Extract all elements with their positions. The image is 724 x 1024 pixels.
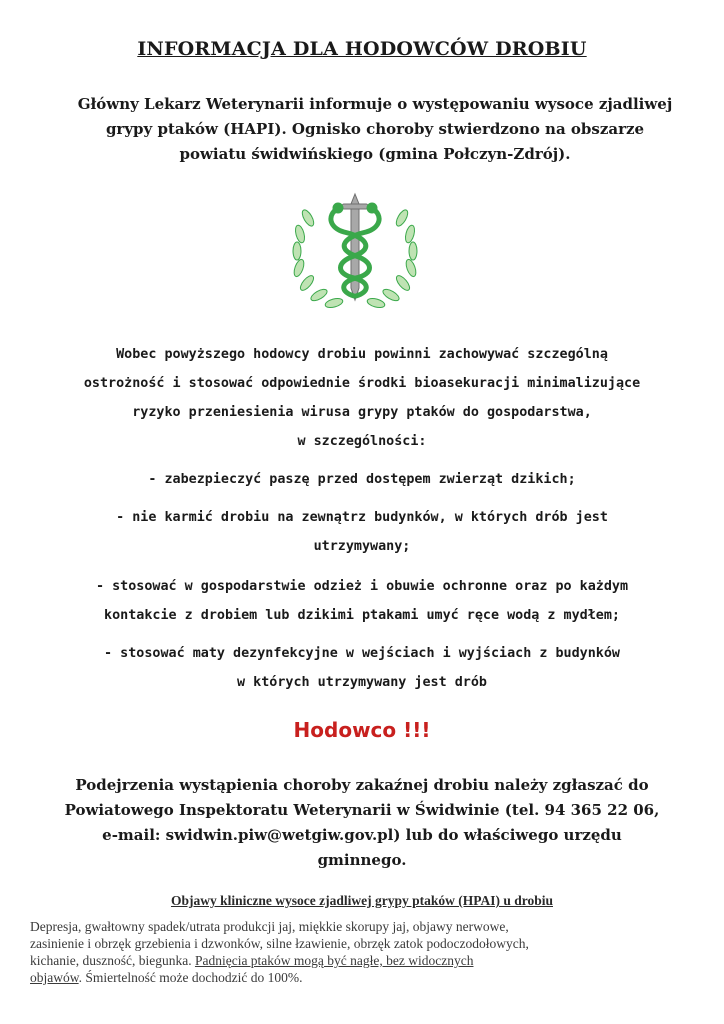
recommendations <box>20 340 704 697</box>
list-item-mats: w których utrzymywany jest drób <box>237 675 487 690</box>
symptoms-emphasis: objawów <box>30 970 79 985</box>
veterinary-emblem-icon <box>286 188 424 314</box>
list-item-feeding: utrzymywany; <box>313 539 411 554</box>
recommendation-line: w szczególności: <box>297 434 427 449</box>
list-item-feeding: - nie karmić drobiu na zewnątrz budynków, w których drób jest <box>116 510 608 525</box>
report-line: Podejrzenia wystąpienia choroby zakaźnej drobiu należy zgłaszać do <box>75 776 649 794</box>
list-item-feed: - zabezpieczyć paszę przed dostępem zwierząt dzikich; <box>148 472 576 487</box>
recommendation-line: Wobec powyższego hodowcy drobiu powinni zachowywać szczególną <box>116 347 608 362</box>
symptoms-text: . Śmiertelność może dochodzić do 100%. <box>78 970 303 985</box>
symptoms-line <box>30 952 674 969</box>
list-item-clothing: kontakcie z drobiem lub dzikimi ptakami umyć ręce wodą z mydłem; <box>104 608 620 623</box>
symptoms-text: kichanie, duszność, biegunka. <box>30 953 195 968</box>
recommendation-line: ostrożność i stosować odpowiednie środki bioasekuracji minimalizujące <box>83 376 641 391</box>
laurel-wreath-left <box>292 208 344 309</box>
intro-line: Główny Lekarz Weterynarii informuje o występowaniu wysoce zjadliwej <box>77 95 673 113</box>
symptoms-emphasis: Padnięcia ptaków mogą być nagłe, bez widocznych <box>194 953 474 968</box>
intro-line: powiatu świdwińskiego (gmina Połczyn-Zdrój). <box>179 145 571 163</box>
report-line: gminnego. <box>317 851 407 869</box>
laurel-wreath-right <box>366 208 418 309</box>
report-line: e-mail: swidwin.piw@wetgiw.gov.pl) lub do właściwego urzędu <box>102 826 622 844</box>
page-title: INFORMACJA DLA HODOWCÓW DROBIU <box>137 38 587 60</box>
symptoms-line: Depresja, gwałtowny spadek/utrata produkcji jaj, miękkie skorupy jaj, objawy nerwowe, <box>30 919 509 934</box>
intro-paragraph <box>50 92 700 167</box>
symptoms-paragraph <box>30 918 674 986</box>
report-paragraph <box>30 773 694 873</box>
symptoms-line: zasinienie i obrzęk grzebienia i dzwonków, silne łzawienie, obrzęk zatok podoczodołowych, <box>30 936 529 951</box>
symptoms-title: Objawy kliniczne wysoce zjadliwej grypy ptaków (HPAI) u drobiu <box>170 893 553 908</box>
recommendation-line: ryzyko przeniesienia wirusa grypy ptaków do gospodarstwa, <box>132 405 592 420</box>
alert-heading: Hodowco !!! <box>293 718 431 742</box>
report-line: Powiatowego Inspektoratu Weterynarii w Świdwinie (tel. 94 365 22 06, <box>64 801 660 819</box>
intro-line: grypy ptaków (HAPI). Ognisko choroby stwierdzono na obszarze <box>105 120 645 138</box>
list-item-clothing: - stosować w gospodarstwie odzież i obuwie ochronne oraz po każdym <box>95 579 629 594</box>
list-item-mats: - stosować maty dezynfekcyjne w wejściach i wyjściach z budynków <box>104 646 620 661</box>
symptoms-line <box>30 969 674 986</box>
